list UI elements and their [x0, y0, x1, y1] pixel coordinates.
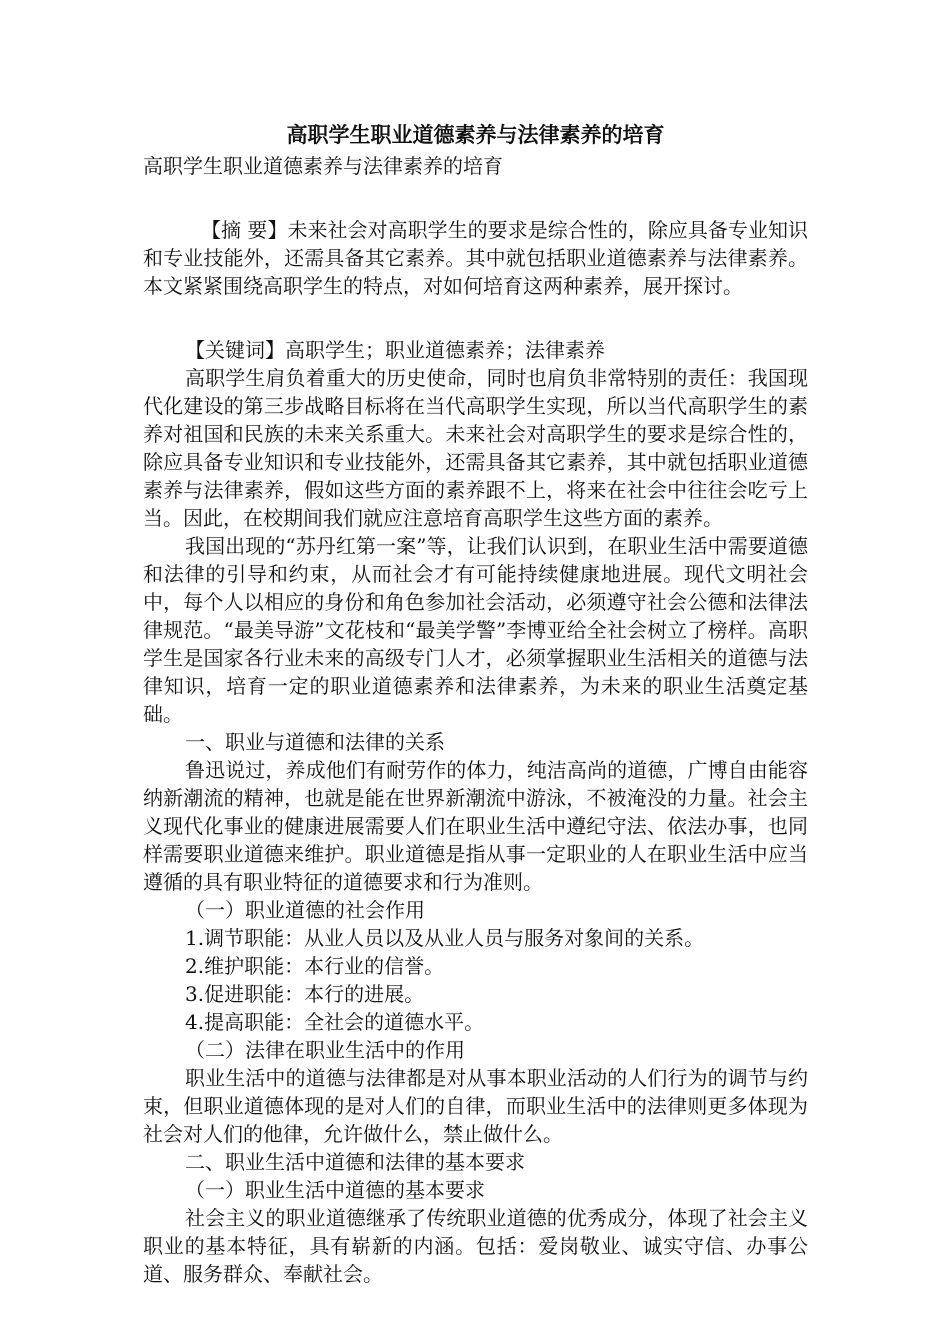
body-paragraph: 鲁迅说过，养成他们有耐劳作的体力，纯洁高尚的道德，广博自由能容纳新潮流的精神，也就是能在世界新潮流中游泳，不被淹没的力量。社会主义现代化事业的健康进展需要人们在职业生活中遵纪守法、依法办事，也同样需要职业道德来维护。职业道德是指从事一定职业的人在职业生活中应当遵循的具有职业特征的道德要求和行为准则。 [143, 758, 808, 894]
list-item: 4.提高职能：全社会的道德水平。 [185, 1010, 485, 1034]
list-item: 2.维护职能：本行业的信誉。 [185, 954, 445, 978]
body-paragraph: 社会主义的职业道德继承了传统职业道德的优秀成分，体现了社会主义职业的基本特征，具有崭新的内涵。包括：爱岗敬业、诚实守信、办事公道、服务群众、奉献社会。 [143, 1206, 808, 1286]
list-item: 3.促进职能：本行的进展。 [185, 982, 425, 1006]
abstract-paragraph: 【摘 要】未来社会对高职学生的要求是综合性的，除应具备专业知识和专业技能外，还需具备其它素养。其中就包括职业道德素养与法律素养。本文紧紧围绕高职学生的特点，对如何培育这两种素养，展开探讨。 [143, 218, 808, 298]
intro-paragraph: 我国出现的“苏丹红第一案”等，让我们认识到，在职业生活中需要道德和法律的引导和约束，从而社会才有可能持续健康地进展。现代文明社会中，每个人以相应的身份和角色参加社会活动，必须遵守社会公德和法律法律规范。“最美导游”文花枝和“最美学警”李博亚给全社会树立了榜样。高职学生是国家各行业未来的高级专门人才，必须掌握职业生活相关的道德与法律知识，培育一定的职业道德素养和法律素养，为未来的职业生活奠定基础。 [143, 534, 808, 726]
document-subtitle: 高职学生职业道德素养与法律素养的培育 [143, 154, 503, 178]
subsection-heading: （一）职业道德的社会作用 [185, 898, 425, 922]
subsection-heading: （一）职业生活中道德的基本要求 [185, 1178, 485, 1202]
intro-paragraph: 高职学生肩负着重大的历史使命，同时也肩负非常特别的责任：我国现代化建设的第三步战略目标将在当代高职学生实现，所以当代高职学生的素养对祖国和民族的未来关系重大。未来社会对高职学生的要求是综合性的，除应具备专业知识和专业技能外，还需具备其它素养，其中就包括职业道德素养与法律素养，假如这些方面的素养跟不上，将来在社会中往往会吃亏上当。因此，在校期间我们就应注意培育高职学生这些方面的素养。 [143, 366, 808, 530]
document-page [143, 118, 808, 1288]
body-paragraph: 职业生活中的道德与法律都是对从事本职业活动的人们行为的调节与约束，但职业道德体现的是对人们的自律，而职业生活中的法律则更多体现为社会对人们的他律，允许做什么，禁止做什么。 [143, 1066, 808, 1146]
keywords-line: 【关键词】高职学生；职业道德素养；法律素养 [185, 338, 605, 362]
section-heading: 一、职业与道德和法律的关系 [185, 730, 445, 754]
list-item: 1.调节职能：从业人员以及从业人员与服务对象间的关系。 [185, 926, 705, 950]
section-heading: 二、职业生活中道德和法律的基本要求 [185, 1150, 525, 1174]
subsection-heading: （二）法律在职业生活中的作用 [185, 1038, 465, 1062]
document-title: 高职学生职业道德素养与法律素养的培育 [286, 122, 665, 147]
